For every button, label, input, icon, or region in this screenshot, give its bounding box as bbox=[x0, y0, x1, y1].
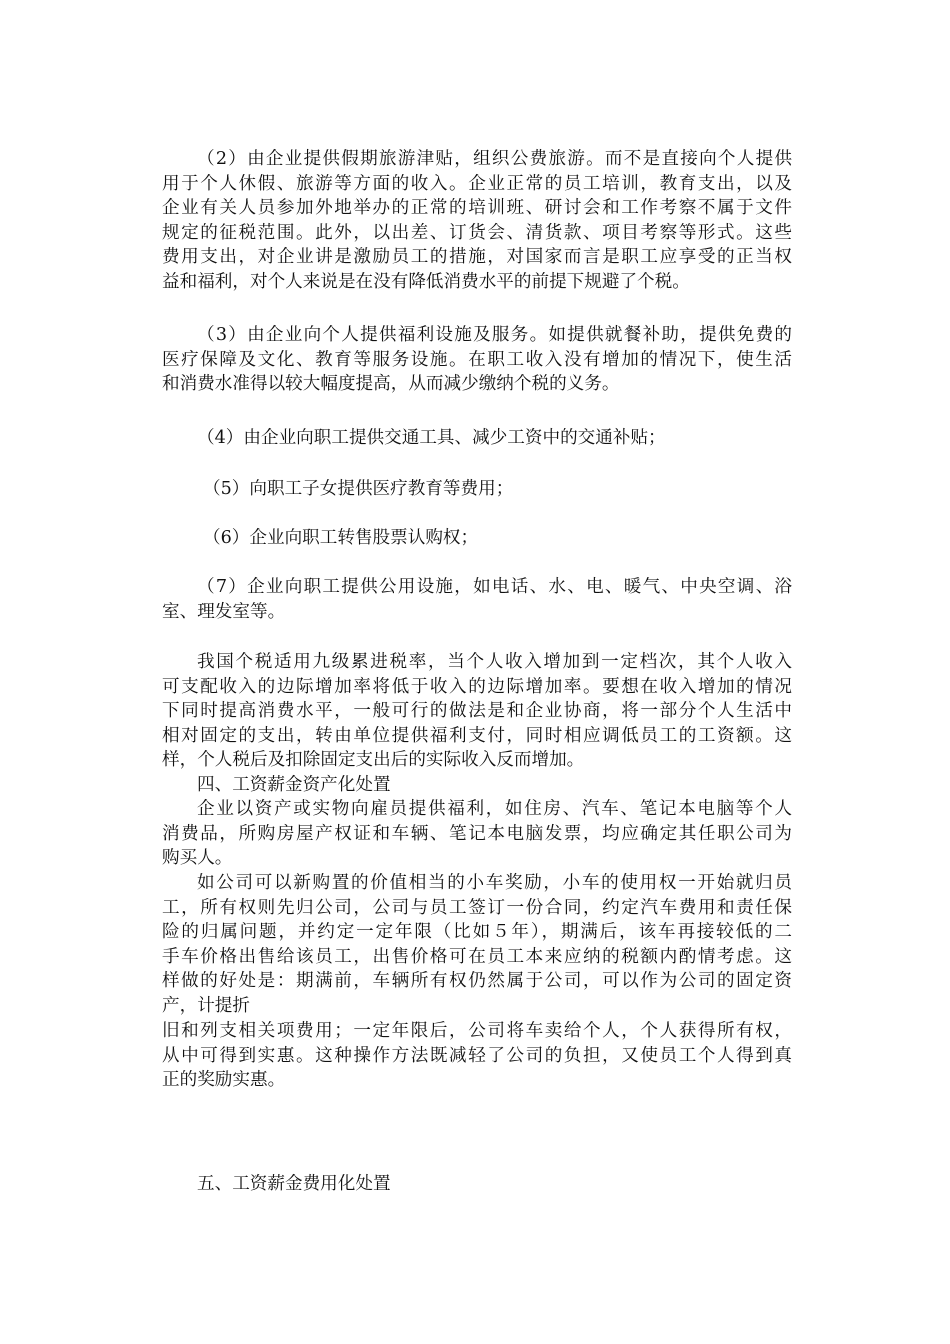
text-line: 正的奖励实惠。 bbox=[162, 1070, 286, 1090]
text-line: 手车价格出售给该员工，出售价格可在员工本来应纳的税额内酌情考虑。这 bbox=[162, 946, 792, 967]
paragraph-car-example bbox=[162, 871, 792, 1018]
text-line: 购买人。 bbox=[162, 848, 233, 868]
text-line: 费用支出，对企业讲是激励员工的措施，对国家而言是职工应享受的正当权 bbox=[162, 247, 792, 267]
paragraph-3 bbox=[162, 323, 792, 397]
text-line: 如公司可以新购置的价值相当的小车奖励，小车的使用权一开始就归员 bbox=[197, 873, 792, 893]
section-heading-5: 五、工资薪金费用化处置 bbox=[197, 1174, 391, 1194]
text-line: 可支配收入的边际增加率将低于收入的边际增加率。要想在收入增加的情况 bbox=[162, 676, 792, 697]
paragraph-2 bbox=[162, 147, 792, 294]
text-line: 和消费水准得以较大幅度提高，从而减少缴纳个税的义务。 bbox=[162, 374, 620, 394]
text-line: 医疗保障及文化、教育等服务设施。在职工收入没有增加的情况下，使生活 bbox=[162, 349, 792, 370]
paragraph-assets bbox=[162, 797, 792, 871]
text-line: 益和福利，对个人来说是在没有降低消费水平的前提下规避了个税。 bbox=[162, 271, 690, 292]
text-line: 企业以资产或实物向雇员提供福利，如住房、汽车、笔记本电脑等个人 bbox=[197, 799, 792, 819]
text-line: 工，所有权则先归公司，公司与员工签订一份合同，约定汽车费用和责任保 bbox=[162, 897, 792, 918]
paragraph-tax-rate bbox=[162, 650, 792, 773]
text-line: （2）由企业提供假期旅游津贴，组织公费旅游。而不是直接向个人提供 bbox=[197, 149, 792, 169]
text-line: 样，个人税后及扣除固定支出后的实际收入反而增加。 bbox=[162, 750, 585, 770]
text-line: 消费品，所购房屋产权证和车辆、笔记本电脑发票，均应确定其任职公司为 bbox=[162, 823, 792, 844]
text-line: 我国个税适用九级累进税率，当个人收入增加到一定档次，其个人收入 bbox=[197, 652, 792, 672]
text-line: 相对固定的支出，转由单位提供福利支付，同时相应调低员工的工资额。这 bbox=[162, 725, 792, 746]
text-line: 样做的好处是：期满前，车辆所有权仍然属于公司，可以作为公司的固定资 bbox=[162, 971, 792, 991]
paragraph-5: （5）向职工子女提供医疗教育等费用； bbox=[203, 479, 514, 499]
paragraph-7 bbox=[162, 575, 792, 624]
paragraph-6: （6）企业向职工转售股票认购权； bbox=[203, 528, 479, 548]
text-line: 产，计提折 bbox=[162, 995, 250, 1016]
text-line: 下同时提高消费水平，一般可行的做法是和企业协商，将一部分个人生活中 bbox=[162, 701, 792, 721]
text-line: 用于个人休假、旅游等方面的收入。企业正常的员工培训，教育支出，以及 bbox=[162, 173, 792, 194]
paragraph-4: （4）由企业向职工提供交通工具、减少工资中的交通补贴； bbox=[197, 428, 666, 448]
text-line: （7）企业向职工提供公用设施，如电话、水、电、暖气、中央空调、浴 bbox=[197, 577, 792, 597]
text-line: 室、理发室等。 bbox=[162, 601, 286, 622]
text-line: 从中可得到实惠。这种操作方法既减轻了公司的负担，又使员工个人得到真 bbox=[162, 1045, 792, 1066]
text-line: 规定的征税范围。此外，以出差、订货会、清货款、项目考察等形式。这些 bbox=[162, 222, 792, 243]
text-line: （3）由企业向个人提供福利设施及服务。如提供就餐补助，提供免费的 bbox=[197, 325, 792, 345]
section-heading-4: 四、工资薪金资产化处置 bbox=[197, 775, 391, 795]
text-line: 旧和列支相关项费用；一定年限后，公司将车卖给个人，个人获得所有权， bbox=[162, 1021, 792, 1041]
paragraph-continuation bbox=[162, 1019, 792, 1093]
text-line: 企业有关人员参加外地举办的正常的培训班、研讨会和工作考察不属于文件 bbox=[162, 198, 792, 218]
text-line: 险的归属问题，并约定一定年限（比如５年），期满后，该车再接较低的二 bbox=[162, 922, 792, 942]
